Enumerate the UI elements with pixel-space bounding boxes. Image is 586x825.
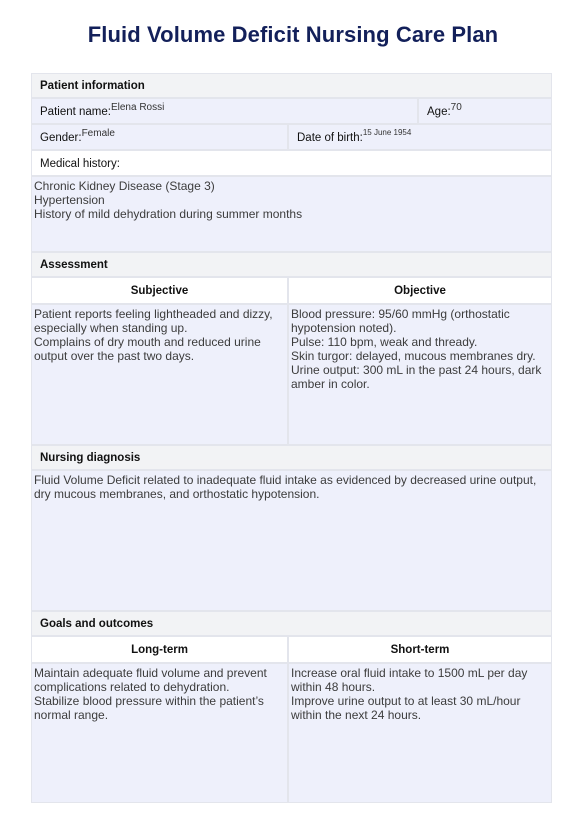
subjective-line: Complains of dry mouth and reduced urine [34, 335, 261, 349]
subjective-column-header: Subjective [31, 277, 288, 304]
short-term-line: Improve urine output to at least 30 mL/hour [291, 694, 521, 708]
subjective-line: especially when standing up. [34, 321, 188, 335]
medical-history-line: Hypertension [34, 193, 105, 207]
date-of-birth-value: 15 June 1954 [362, 128, 412, 137]
objective-line: Blood pressure: 95/60 mmHg (orthostatic [291, 307, 510, 321]
short-term-line: within 48 hours. [291, 680, 376, 694]
short-term-line: Increase oral fluid intake to 1500 mL per day [291, 666, 528, 680]
long-term-column-header: Long-term [31, 636, 288, 663]
date-of-birth-label: Date of birth: [297, 132, 363, 144]
objective-line: Skin turgor: delayed, mucous membranes dry. [291, 349, 536, 363]
objective-field[interactable] [288, 304, 552, 445]
medical-history-line: History of mild dehydration during summer months [34, 207, 303, 221]
long-term-goals-field[interactable] [31, 663, 288, 803]
gender-value: Female [81, 128, 115, 139]
short-term-goals-field[interactable] [288, 663, 552, 803]
patient-name-value: Elena Rossi [110, 102, 165, 113]
short-term-line: within the next 24 hours. [291, 708, 422, 722]
objective-line: hypotension noted). [291, 321, 397, 335]
patient-name-field[interactable] [31, 98, 418, 124]
age-label: Age: [427, 106, 451, 118]
section-title: Goals and outcomes [40, 617, 154, 630]
long-term-line: Maintain adequate fluid volume and prevent [34, 666, 267, 680]
medical-history-line: Chronic Kidney Disease (Stage 3) [34, 179, 215, 193]
age-field[interactable] [418, 98, 552, 124]
section-header-nursing-diagnosis [31, 445, 552, 470]
medical-history-label-row [31, 150, 552, 176]
section-title: Assessment [40, 258, 108, 271]
subjective-line: output over the past two days. [34, 349, 195, 363]
patient-name-label: Patient name: [40, 106, 111, 118]
section-header-goals-and-outcomes [31, 611, 552, 636]
section-title: Nursing diagnosis [40, 451, 141, 464]
gender-label: Gender: [40, 132, 82, 144]
gender-field[interactable] [31, 124, 288, 150]
section-title: Patient information [40, 79, 145, 92]
long-term-line: Stabilize blood pressure within the patient’s [34, 694, 264, 708]
section-header-assessment [31, 252, 552, 277]
care-plan-form [31, 73, 552, 803]
nursing-diagnosis-field[interactable] [31, 470, 552, 611]
long-term-line: normal range. [34, 708, 109, 722]
nursing-diagnosis-line: Fluid Volume Deficit related to inadequate fluid intake as evidenced by decreased urine output, [34, 473, 537, 487]
medical-history-label: Medical history: [40, 158, 120, 170]
date-of-birth-field[interactable] [288, 124, 552, 150]
objective-column-header: Objective [288, 277, 552, 304]
long-term-line: complications related to dehydration. [34, 680, 230, 694]
subjective-field[interactable] [31, 304, 288, 445]
page-title: Fluid Volume Deficit Nursing Care Plan [87, 22, 499, 47]
objective-line: Pulse: 110 bpm, weak and thready. [291, 335, 478, 349]
nursing-diagnosis-line: dry mucous membranes, and orthostatic hypotension. [34, 487, 320, 501]
objective-line: amber in color. [291, 377, 370, 391]
medical-history-field[interactable] [31, 176, 552, 252]
objective-line: Urine output: 300 mL in the past 24 hours, dark [291, 363, 542, 377]
subjective-line: Patient reports feeling lightheaded and dizzy, [34, 307, 273, 321]
short-term-column-header: Short-term [288, 636, 552, 663]
age-value: 70 [450, 102, 462, 113]
section-header-patient-information [31, 73, 552, 98]
